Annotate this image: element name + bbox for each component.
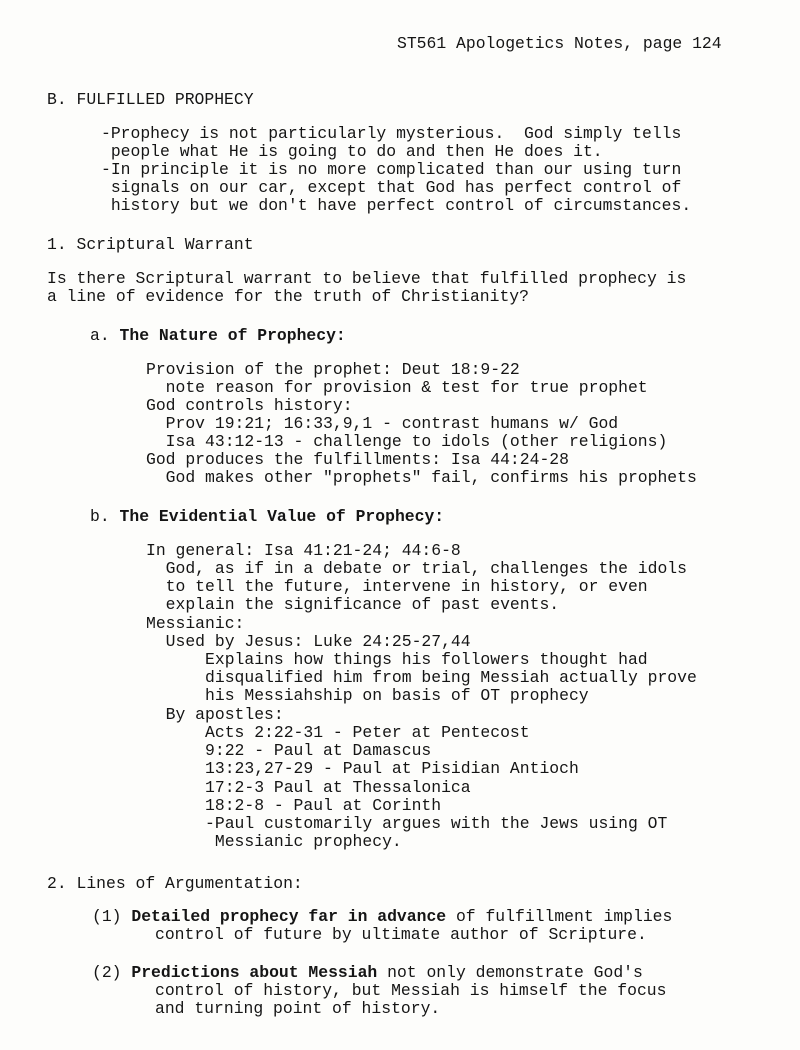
argument-2-text: not only demonstrate God's	[377, 963, 643, 982]
argument-1-bold: Detailed prophecy far in advance	[131, 907, 447, 926]
subsection-b-marker: b.	[90, 507, 110, 526]
subsection-b-line: 18:2-8 - Paul at Corinth	[146, 796, 442, 815]
subsection-b-line: 13:23,27-29 - Paul at Pisidian Antioch	[146, 759, 579, 778]
argument-2-number: (2)	[92, 963, 122, 982]
subsection-a-line: note reason for provision & test for true prophet	[146, 378, 648, 397]
section-1-title: 1. Scriptural Warrant	[47, 235, 254, 254]
subsection-b-title: The Evidential Value of Prophecy:	[119, 507, 445, 526]
subsection-a-line: Provision of the prophet: Deut 18:9-22	[146, 360, 520, 379]
subsection-b-line: 17:2-3 Paul at Thessalonica	[146, 778, 471, 797]
subsection-b-line: disqualified him from being Messiah actually prove	[146, 668, 697, 687]
argument-1-text: of fulfillment implies	[446, 907, 673, 926]
argument-1-number: (1)	[92, 907, 122, 926]
subsection-a-line: God produces the fulfillments: Isa 44:24-28	[146, 450, 569, 469]
intro-line: people what He is going to do and then He does it.	[101, 142, 603, 161]
subsection-b-line: Explains how things his followers thought had	[146, 650, 648, 669]
subsection-b-line: explain the significance of past events.	[146, 595, 560, 614]
argument-2	[92, 964, 643, 982]
subsection-a-marker: a.	[90, 326, 110, 345]
subsection-a-line: Isa 43:12-13 - challenge to idols (other religions)	[146, 432, 668, 451]
argument-2-continuation: control of history, but Messiah is himself the focus	[155, 981, 667, 1000]
subsection-b-line: -Paul customarily argues with the Jews using OT	[146, 814, 668, 833]
subsection-b-line: By apostles:	[146, 705, 284, 724]
subsection-b-line: In general: Isa 41:21-24; 44:6-8	[146, 541, 461, 560]
intro-line: signals on our car, except that God has perfect control of	[101, 178, 682, 197]
intro-line: history but we don't have perfect control of circumstances.	[101, 196, 692, 215]
subsection-a-line: Prov 19:21; 16:33,9,1 - contrast humans w/ God	[146, 414, 619, 433]
subsection-b-line: Messianic prophecy.	[146, 832, 402, 851]
subsection-b-line: Messianic:	[146, 614, 245, 633]
page-header: ST561 Apologetics Notes, page 124	[397, 34, 722, 53]
intro-line: -Prophecy is not particularly mysterious. God simply tells	[101, 124, 682, 143]
subsection-b-heading	[90, 508, 444, 526]
intro-line: -In principle it is no more complicated than our using turn	[101, 160, 682, 179]
subsection-b-line: Acts 2:22-31 - Peter at Pentecost	[146, 723, 530, 742]
subsection-b-line: God, as if in a debate or trial, challenges the idols	[146, 559, 687, 578]
section-1-question: Is there Scriptural warrant to believe that fulfilled prophecy is	[47, 269, 687, 288]
subsection-a-line: God controls history:	[146, 396, 353, 415]
subsection-a-title: The Nature of Prophecy:	[119, 326, 346, 345]
subsection-b-line: his Messiahship on basis of OT prophecy	[146, 686, 589, 705]
subsection-b-line: 9:22 - Paul at Damascus	[146, 741, 432, 760]
subsection-b-line: to tell the future, intervene in history, or even	[146, 577, 648, 596]
subsection-a-line: God makes other "prophets" fail, confirms his prophets	[146, 468, 697, 487]
section-2-title: 2. Lines of Argumentation:	[47, 874, 303, 893]
section-1-question: a line of evidence for the truth of Christianity?	[47, 287, 529, 306]
subsection-b-line: Used by Jesus: Luke 24:25-27,44	[146, 632, 471, 651]
section-b-title: B. FULFILLED PROPHECY	[47, 90, 254, 109]
subsection-a-heading	[90, 327, 346, 345]
argument-1	[92, 908, 672, 926]
argument-2-bold: Predictions about Messiah	[131, 963, 378, 982]
argument-2-continuation: and turning point of history.	[155, 999, 441, 1018]
argument-1-continuation: control of future by ultimate author of Scripture.	[155, 925, 647, 944]
